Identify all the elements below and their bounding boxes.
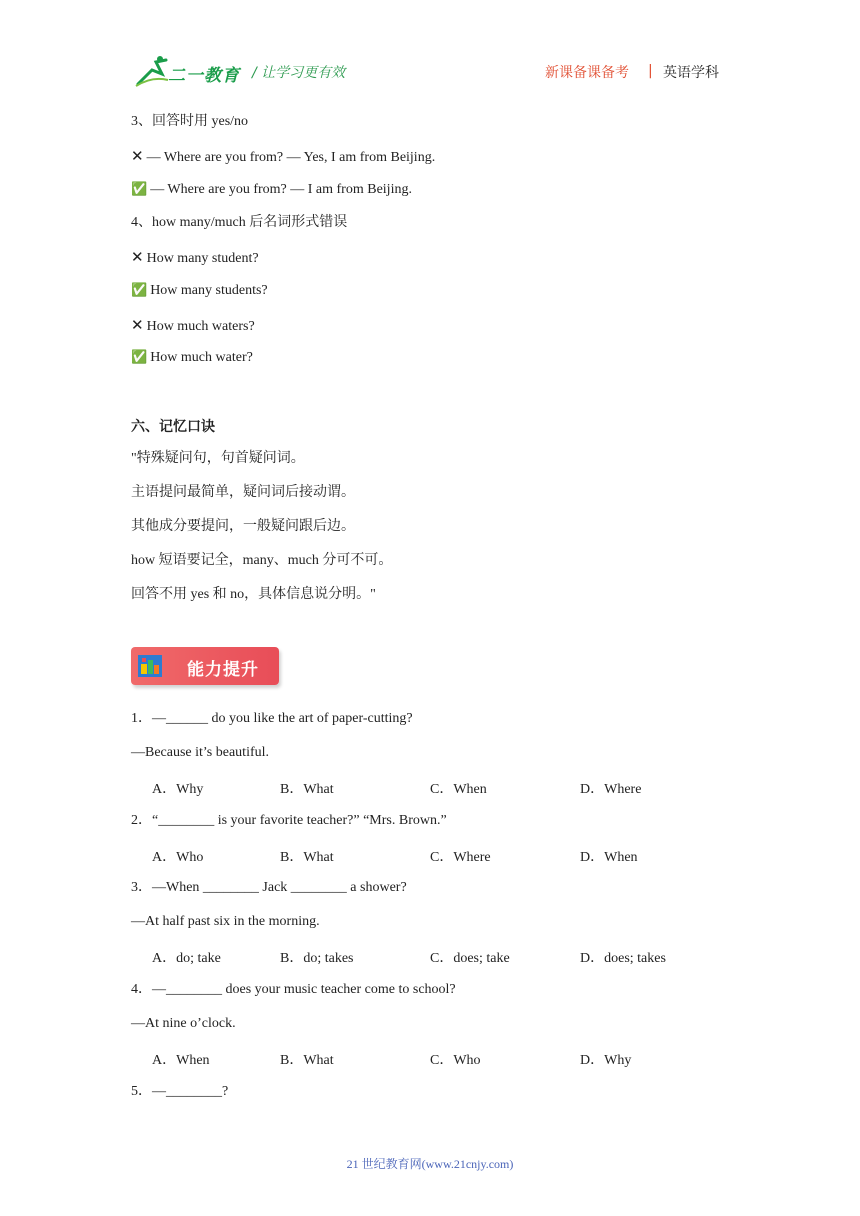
option-d: D．Where <box>580 782 642 797</box>
memory-line: how 短语要记全，many、much 分可不可。 <box>131 553 393 568</box>
cross-icon: ✕ <box>131 248 144 266</box>
section-banner <box>131 647 279 685</box>
option-a: A．When <box>152 1053 210 1068</box>
option-c: C．Where <box>430 850 491 865</box>
error-item-4-right-2 <box>131 349 253 367</box>
wrong-example: How many student? <box>146 251 259 266</box>
question-2-stem: 2．“________ is your favorite teacher?” “Mrs. Brown.” <box>131 813 447 828</box>
option-d: D．Why <box>580 1053 632 1068</box>
option-b: B．do; takes <box>280 951 354 966</box>
header-divider: | <box>648 63 653 79</box>
option-d: D．does; takes <box>580 951 666 966</box>
question-1-reply: —Because it’s beautiful. <box>131 745 270 760</box>
wrong-example: How much waters? <box>146 319 255 334</box>
check-icon: ✅ <box>131 182 148 197</box>
memory-line: "特殊疑问句，句首疑问词。 <box>131 451 305 466</box>
error-item-4-wrong-1 <box>131 248 259 268</box>
memory-heading: 六、记忆口诀 <box>131 419 215 435</box>
question-4-reply: —At nine o’clock. <box>131 1016 236 1031</box>
option-b: B．What <box>280 850 334 865</box>
question-3-stem: 3．—When ________ Jack ________ a shower? <box>131 880 407 895</box>
exam-label: 新课备课备考 <box>545 65 629 81</box>
subject-label: 英语学科 <box>663 65 719 81</box>
page-footer: 21 世纪教育网(www.21cnjy.com) <box>346 1157 514 1171</box>
slogan: / 让学习更有效 <box>252 65 346 81</box>
memory-line: 其他成分要提问，一般疑问跟后边。 <box>131 519 355 534</box>
cross-icon: ✕ <box>131 147 144 165</box>
wrong-example: — Where are you from? — Yes, I am from Beijing. <box>146 150 436 165</box>
check-icon: ✅ <box>131 283 148 298</box>
question-1-stem: 1．—______ do you like the art of paper-cutting? <box>131 711 413 726</box>
right-example: How many students? <box>150 283 268 298</box>
right-example: — Where are you from? — I am from Beijing. <box>150 182 412 197</box>
question-5-stem: 5．—________? <box>131 1084 229 1099</box>
logo-text: 二一教育 <box>168 66 240 86</box>
error-item-3-title: 3、回答时用 yes/no <box>131 114 249 129</box>
option-c: C．When <box>430 782 487 797</box>
error-item-3-wrong <box>131 147 435 167</box>
question-4-stem: 4．—________ does your music teacher come to school? <box>131 982 456 997</box>
option-c: C．Who <box>430 1053 481 1068</box>
error-item-4-right-1 <box>131 282 268 300</box>
error-item-4-wrong-2 <box>131 316 255 336</box>
page-header <box>0 0 860 100</box>
error-item-3-right <box>131 181 412 199</box>
banner-label: 能力提升 <box>187 660 259 680</box>
right-example: How much water? <box>150 350 253 365</box>
cross-icon: ✕ <box>131 316 144 334</box>
memory-line: 主语提问最简单，疑问词后接动谓。 <box>131 485 355 500</box>
option-b: B．What <box>280 1053 334 1068</box>
option-d: D．When <box>580 850 638 865</box>
option-c: C．does; take <box>430 951 510 966</box>
error-item-4-title: 4、how many/much 后名词形式错误 <box>131 215 348 230</box>
memory-line: 回答不用 yes 和 no，具体信息说分明。" <box>131 587 376 602</box>
question-3-reply: —At half past six in the morning. <box>131 914 320 929</box>
option-a: A．Why <box>152 782 204 797</box>
option-a: A．do; take <box>152 951 221 966</box>
option-a: A．Who <box>152 850 204 865</box>
blocks-icon <box>138 655 162 677</box>
option-b: B．What <box>280 782 334 797</box>
check-icon: ✅ <box>131 350 148 365</box>
